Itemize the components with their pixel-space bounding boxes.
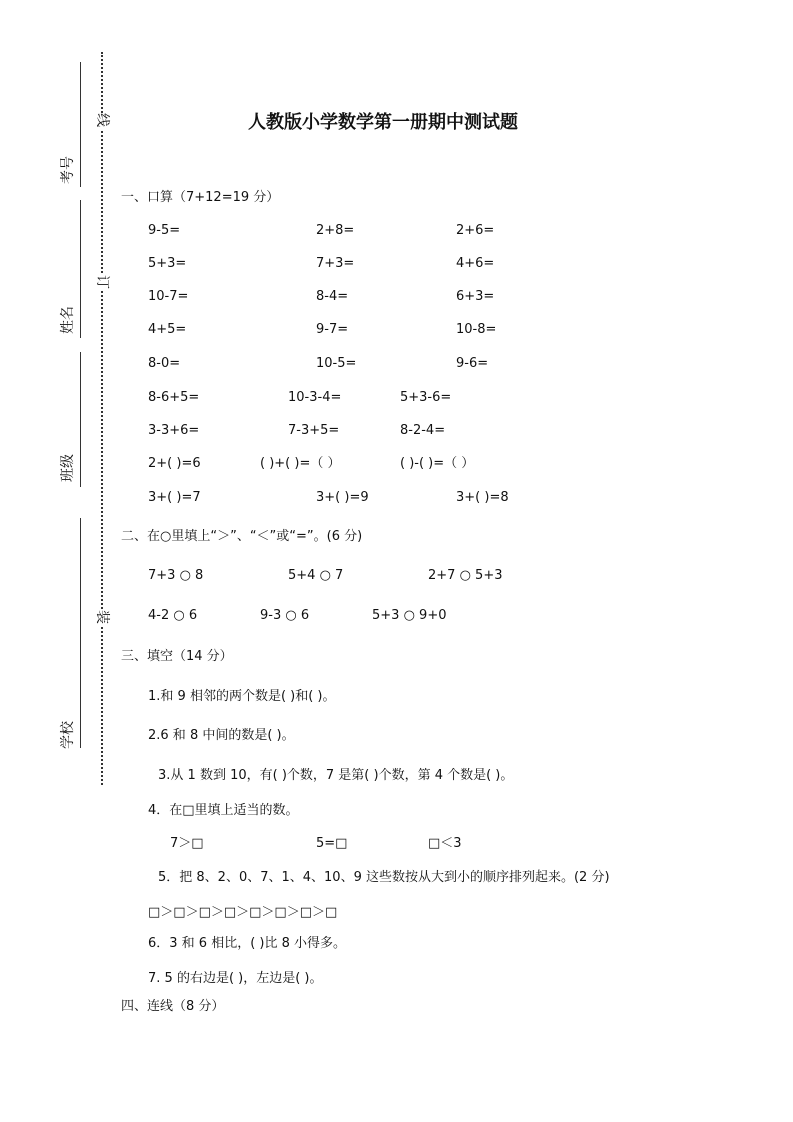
oral-item: 8-6+5= xyxy=(148,390,200,405)
fill-q4-item: 7＞□ xyxy=(170,836,204,851)
compare-item: 2+7 ○ 5+3 xyxy=(428,568,503,583)
oral-item: 8-0= xyxy=(148,356,181,371)
oral-item: 8-4= xyxy=(316,289,349,304)
compare-item: 9-3 ○ 6 xyxy=(260,608,310,623)
oral-item: 4+5= xyxy=(148,322,187,337)
side-mark-line: 线 xyxy=(94,113,110,127)
section-2-heading: 二、在○里填上“＞”、“＜”或“=”。(6 分) xyxy=(121,529,363,544)
oral-item: 4+6= xyxy=(456,256,495,271)
oral-item: 10-8= xyxy=(456,322,497,337)
section-1-heading: 一、口算（7+12=19 分） xyxy=(121,190,280,205)
side-mark-bind: 订 xyxy=(94,275,110,289)
fill-q5-answer-boxes: □＞□＞□＞□＞□＞□＞□＞□ xyxy=(148,905,338,920)
compare-item: 5+4 ○ 7 xyxy=(288,568,344,583)
side-label-exam-number: 考号 xyxy=(60,156,76,184)
oral-item: 7+3= xyxy=(316,256,355,271)
fill-q4-item: 5=□ xyxy=(316,836,348,851)
oral-item: 10-3-4= xyxy=(288,390,342,405)
fill-q4-item: □＜3 xyxy=(428,836,462,851)
fill-question-7: 7. 5 的右边是( )，左边是( )。 xyxy=(148,971,323,986)
fill-question-2: 2.6 和 8 中间的数是( )。 xyxy=(148,728,295,743)
compare-item: 5+3 ○ 9+0 xyxy=(372,608,447,623)
binding-dotted-line xyxy=(101,52,103,785)
compare-item: 7+3 ○ 8 xyxy=(148,568,204,583)
oral-item: 3-3+6= xyxy=(148,423,200,438)
oral-item: 7-3+5= xyxy=(288,423,340,438)
oral-item: 10-5= xyxy=(316,356,357,371)
side-mark-fold: 装 xyxy=(94,610,110,624)
oral-item: ( )+( )=（ ） xyxy=(260,456,341,471)
fill-question-6: 6．3 和 6 相比，( )比 8 小得多。 xyxy=(148,936,347,951)
oral-item: ( )-( )=（ ） xyxy=(400,456,475,471)
oral-item: 9-7= xyxy=(316,322,349,337)
fill-question-5: 5．把 8、2、0、7、1、4、10、9 这些数按从大到小的顺序排列起来。(2 分) xyxy=(158,870,610,885)
oral-item: 2+8= xyxy=(316,223,355,238)
compare-item: 4-2 ○ 6 xyxy=(148,608,198,623)
oral-item: 2+6= xyxy=(456,223,495,238)
section-3-heading: 三、填空（14 分） xyxy=(121,649,233,664)
oral-item: 3+( )=7 xyxy=(148,490,201,505)
exam-number-underline xyxy=(80,62,81,187)
section-4-heading: 四、连线（8 分） xyxy=(121,999,225,1014)
oral-item: 9-5= xyxy=(148,223,181,238)
class-underline xyxy=(80,352,81,487)
side-label-name: 姓名 xyxy=(60,306,76,334)
fill-question-1: 1.和 9 相邻的两个数是( )和( )。 xyxy=(148,689,336,704)
oral-item: 10-7= xyxy=(148,289,189,304)
oral-item: 9-6= xyxy=(456,356,489,371)
oral-item: 8-2-4= xyxy=(400,423,446,438)
oral-item: 3+( )=9 xyxy=(316,490,369,505)
side-label-class: 班级 xyxy=(60,454,76,482)
oral-item: 5+3= xyxy=(148,256,187,271)
oral-item: 6+3= xyxy=(456,289,495,304)
fill-question-4: 4．在□里填上适当的数。 xyxy=(148,803,299,818)
school-underline xyxy=(80,518,81,748)
oral-item: 3+( )=8 xyxy=(456,490,509,505)
name-underline xyxy=(80,200,81,338)
oral-item: 5+3-6= xyxy=(400,390,452,405)
side-label-school: 学校 xyxy=(60,721,76,749)
page-title: 人教版小学数学第一册期中测试题 xyxy=(248,112,518,133)
oral-item: 2+( )=6 xyxy=(148,456,201,471)
fill-question-3: 3.从 1 数到 10，有( )个数，7 是第( )个数，第 4 个数是( )。 xyxy=(158,768,514,783)
